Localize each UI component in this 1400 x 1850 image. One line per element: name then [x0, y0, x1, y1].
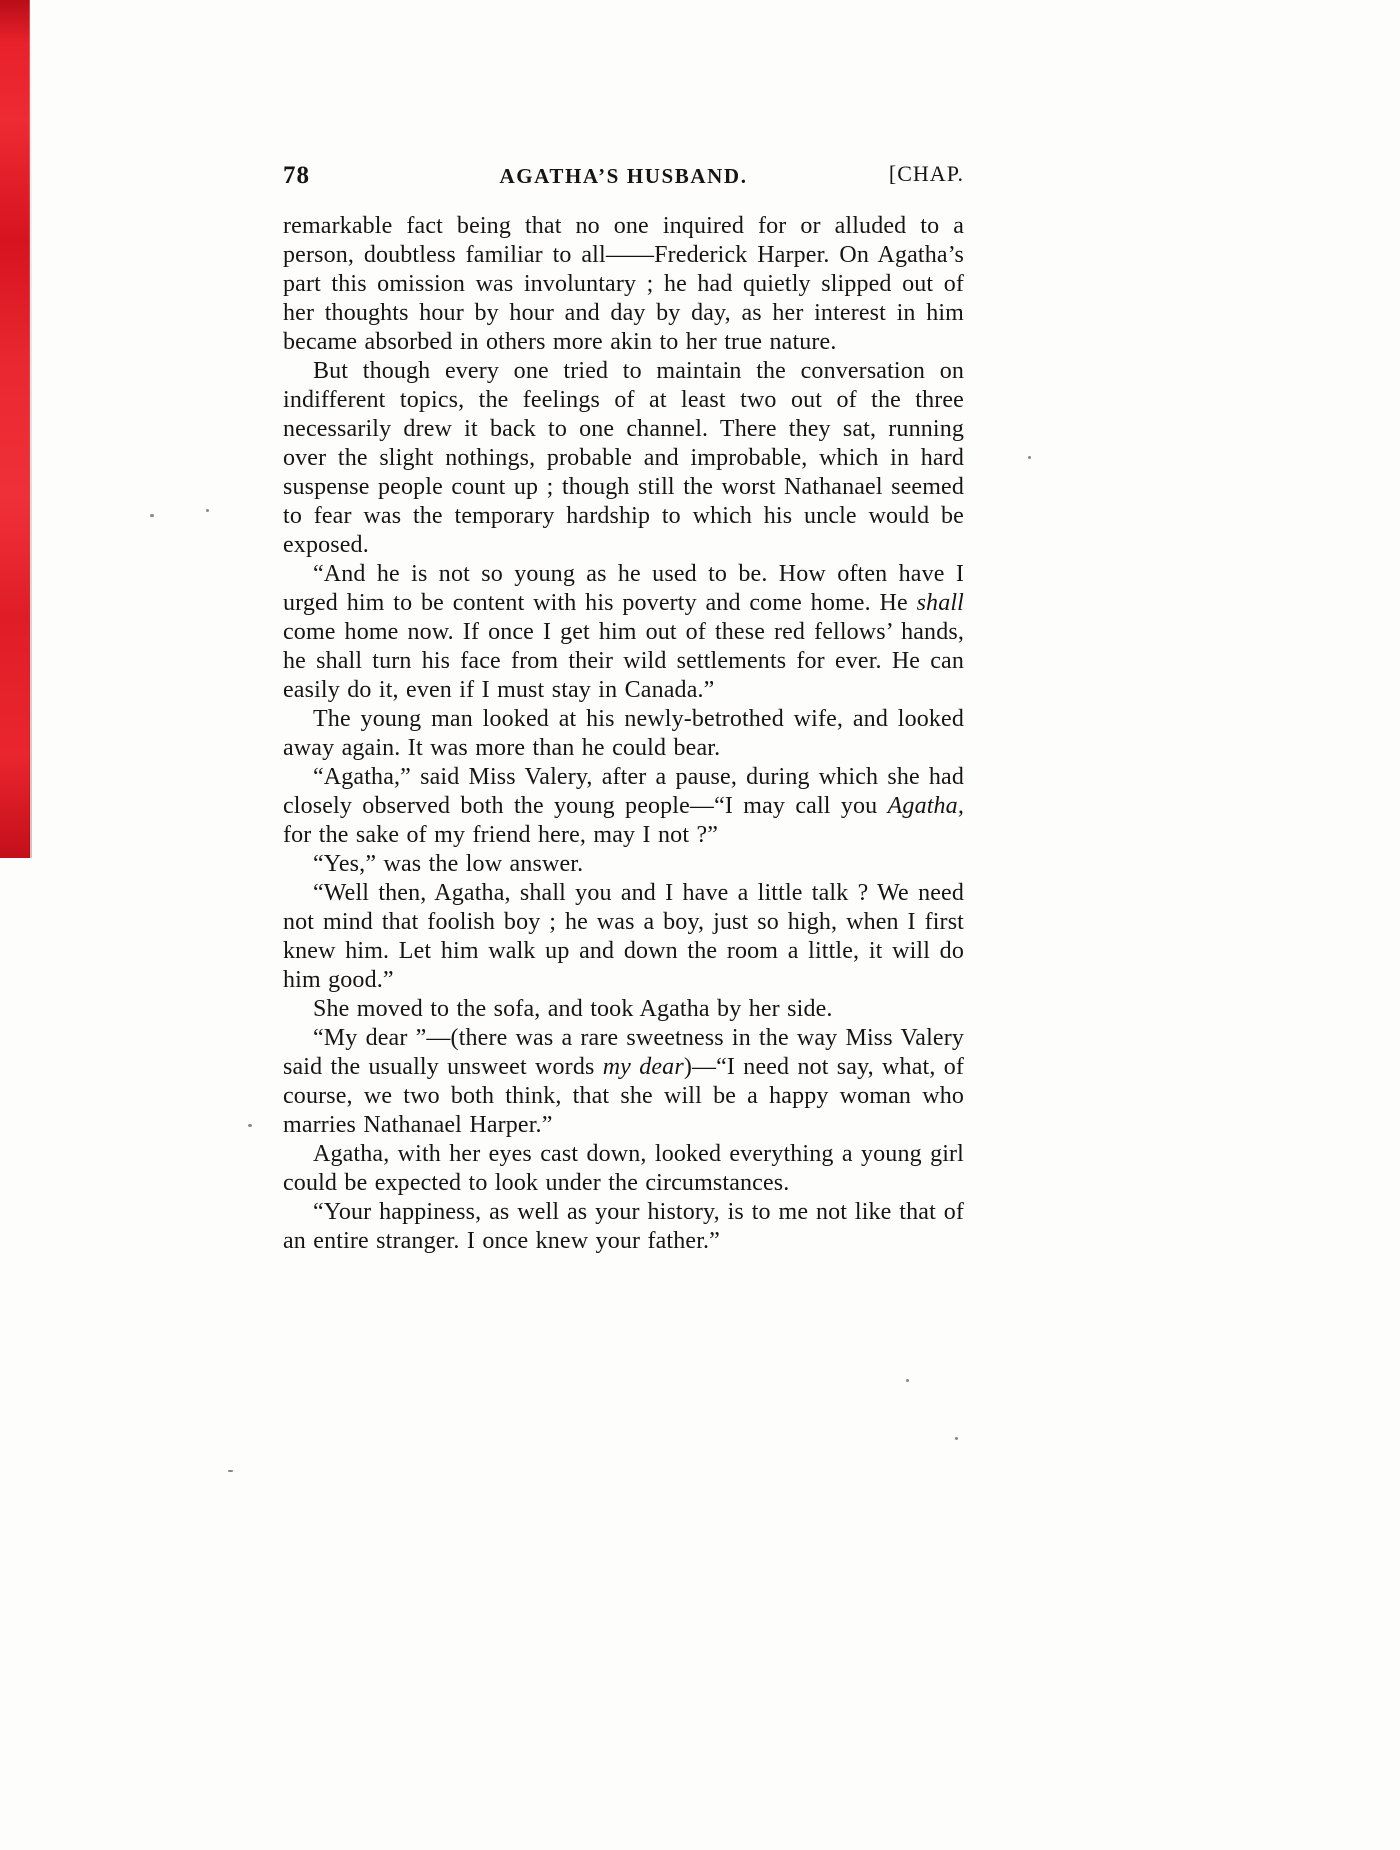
- paragraph: [283, 995, 964, 1024]
- text-run: “Your happiness, as well as your history, is to me not like that of an entire stranger. I once knew your father.”: [283, 1199, 964, 1254]
- text-run: “Agatha,” said Miss Valery, after a pause, during which she had closely observed both the young people—“I may call you: [283, 764, 964, 819]
- scan-speck: [228, 1470, 233, 1472]
- text-run: “And he is not so young as he used to be. How often have I urged him to be content with his poverty and come home. He: [283, 561, 964, 616]
- italic-text: shall: [916, 590, 964, 616]
- running-title: AGATHA’S HUSBAND.: [499, 164, 748, 188]
- chapter-marker: [CHAP.: [888, 161, 964, 186]
- paragraph: [283, 763, 964, 850]
- paragraph: [283, 357, 964, 560]
- scan-speck: [1028, 456, 1031, 459]
- scan-speck: [206, 509, 209, 512]
- scan-speck: [906, 1379, 909, 1382]
- scan-edge-artifact: [0, 0, 30, 858]
- paragraph: [283, 1140, 964, 1198]
- text-run: come home now. If once I get him out of these red fellows’ hands, he shall turn his face from their wild settlements for ever. He can easily do it, even if I must stay in Canada.”: [283, 619, 964, 703]
- italic-text: my dear: [602, 1054, 684, 1080]
- text-run: “Well then, Agatha, shall you and I have a little talk ? We need not mind that foolish boy ; he was a boy, just so high, when I first knew him. Let him walk up and down the room a little, it will do him good.”: [283, 880, 964, 993]
- text-run: “Yes,” was the low answer.: [313, 851, 584, 877]
- paragraph: [283, 1198, 964, 1256]
- paragraph: [283, 879, 964, 995]
- paragraph: [283, 850, 964, 879]
- text-run: Agatha, with her eyes cast down, looked everything a young girl could be expected to look under the circumstances.: [283, 1141, 964, 1196]
- text-run: remarkable fact being that no one inquired for or alluded to a person, doubtless familiar to all——Frederick Harper. On Agatha’s part this omission was involuntary ; he had quietly slipped out of her thoughts hour by hour and day by day, as her interest in him became absorbed in others more akin to her true nature.: [283, 213, 964, 355]
- paragraph: [283, 212, 964, 357]
- page-content: [283, 160, 964, 1256]
- paragraph: [283, 705, 964, 763]
- scan-speck: [248, 1124, 252, 1127]
- text-run: for the sake of my friend here, may I not ?”: [283, 822, 719, 848]
- text-run: )—“I need not say, what, of course, we two both think, that she will be a happy woman who marries Nathanael Harper.”: [283, 1054, 964, 1138]
- text-run: She moved to the sofa, and took Agatha by her side.: [313, 996, 833, 1022]
- scan-speck: [955, 1437, 958, 1440]
- paragraph: [283, 1024, 964, 1140]
- text-run: But though every one tried to maintain the conversation on indifferent topics, the feelings of at least two out of the three necessarily drew it back to one channel. There they sat, running over the slight nothings, probable and improbable, which in hard suspense people count up ; though still the worst Nathanael seemed to fear was the temporary hardship to which his uncle would be exposed.: [283, 358, 964, 558]
- text-run: “My dear ”—(there was a rare sweetness in the way Miss Valery said the usually unsweet words: [283, 1025, 964, 1080]
- page-body: [283, 212, 964, 1256]
- page-number: 78: [283, 162, 310, 189]
- text-run: The young man looked at his newly-betrothed wife, and looked away again. It was more than he could bear.: [283, 706, 964, 761]
- scan-speck: [150, 514, 154, 517]
- italic-text: Agatha,: [887, 793, 964, 819]
- paragraph: [283, 560, 964, 705]
- page-header: [283, 160, 964, 192]
